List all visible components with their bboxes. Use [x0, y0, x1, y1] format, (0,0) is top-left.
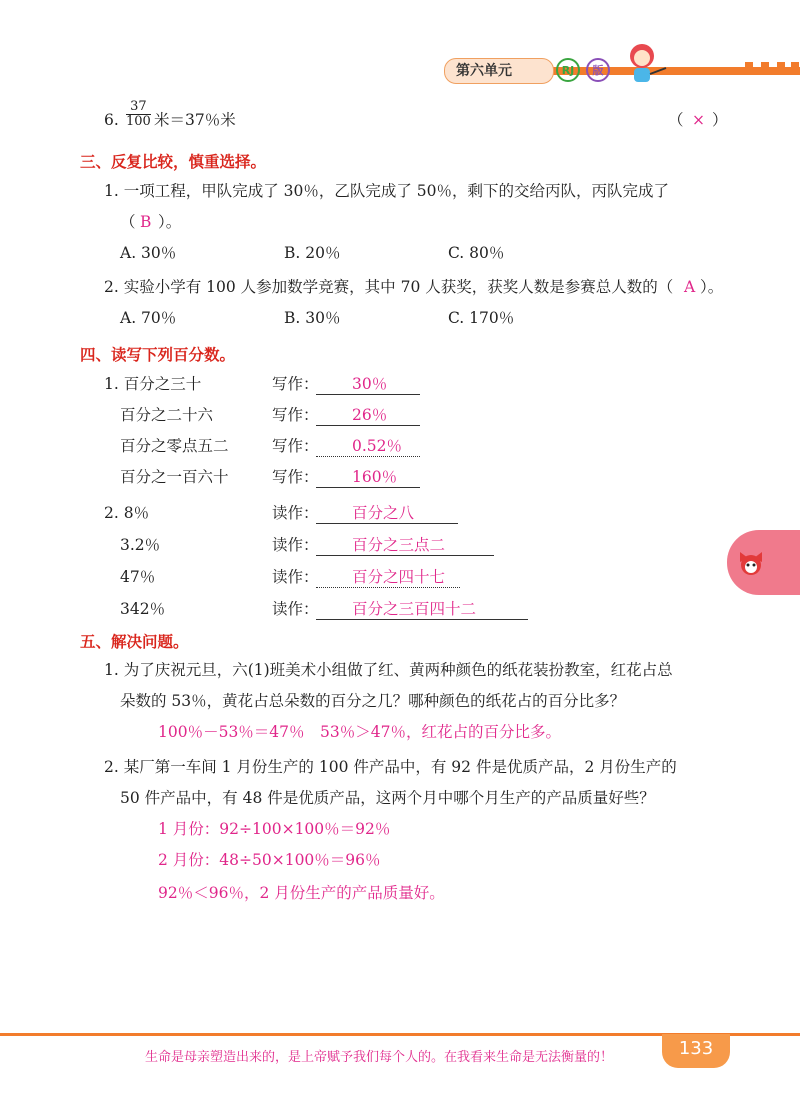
read-answer-line	[316, 587, 460, 588]
s5-q2-answer: 92％＜96％，2 月份生产的产品质量好。	[158, 884, 445, 902]
s3-q1-option-a: A. 30％	[120, 244, 177, 262]
read-label: 读作：	[272, 536, 319, 554]
write-item-text: 1. 百分之三十	[104, 375, 202, 393]
read-item-text: 47％	[120, 568, 156, 586]
read-label: 读作：	[272, 504, 319, 522]
rj-badge: RJ	[556, 58, 580, 82]
read-item-text: 3.2％	[120, 536, 161, 554]
write-answer: 26％	[316, 405, 420, 426]
s5-q1-answer: 100％－53％＝47％ 53％＞47％，红花占的百分比多。	[158, 723, 561, 741]
read-item-text: 342％	[120, 600, 166, 618]
q6-bracket-close: ）	[712, 111, 728, 129]
write-label: 写作：	[272, 406, 319, 424]
read-item-text: 2. 8％	[104, 504, 150, 522]
q6-fraction	[124, 100, 153, 129]
s3-q1-close: ）。	[158, 213, 182, 231]
s3-q2-line1: 2. 实验小学有 100 人参加数学竞赛，其中 70 人获奖，获奖人数是参赛总人数的（	[104, 278, 674, 296]
write-label: 写作：	[272, 468, 319, 486]
q6-answer: ×	[692, 111, 705, 129]
write-label: 写作：	[272, 375, 319, 393]
s5-q1-line1: 1. 为了庆祝元旦，六(1)班美术小组做了红、黄两种颜色的纸花装扮教室，红花占总	[104, 661, 673, 679]
s3-q1-option-c: C. 80％	[448, 244, 505, 262]
page-number: 133	[678, 1038, 714, 1059]
section4-title: 四、读写下列百分数。	[80, 346, 236, 364]
write-item-text: 百分之二十六	[120, 406, 214, 424]
s3-q2-option-c: C. 170％	[448, 309, 515, 327]
write-item-text: 百分之一百六十	[120, 468, 229, 486]
footer-quote: 生命是母亲塑造出来的，是上帝赋予我们每个人的。在我看来生命是无法衡量的！	[145, 1050, 614, 1065]
read-answer: 百分之三百四十二	[316, 599, 528, 620]
read-answer: 百分之四十七	[352, 568, 446, 586]
q6-number: 6.	[104, 111, 119, 129]
s5-q2-answer: 2 月份：48÷50×100％＝96％	[158, 851, 381, 869]
section3-title: 三、反复比较，慎重选择。	[80, 153, 267, 171]
s3-q1-line1: 1. 一项工程，甲队完成了 30％，乙队完成了 50％，剩下的交给丙队，丙队完成了	[104, 182, 670, 200]
s5-q2-answer: 1 月份：92÷100×100％＝92％	[158, 820, 391, 838]
unit-title: 第六单元	[456, 63, 512, 79]
s3-q2-answer: A	[684, 278, 696, 296]
s3-q2-option-b: B. 30％	[284, 309, 341, 327]
s3-q2-close: ）。	[700, 278, 724, 296]
section5-title: 五、解决问题。	[80, 633, 189, 651]
s5-q2-line2: 50 件产品中，有 48 件是优质产品，这两个月中哪个月生产的产品质量好些？	[120, 789, 655, 807]
edition-badge: 版	[586, 58, 610, 82]
write-answer: 160％	[316, 467, 420, 488]
read-answer: 百分之三点二	[316, 535, 494, 556]
fraction-numerator: 37	[126, 100, 151, 115]
s5-q1-line2: 朵数的 53％，黄花占总朵数的百分之几？哪种颜色的纸花占的百分比多？	[120, 692, 626, 710]
s3-q1-open: （	[120, 213, 136, 231]
write-answer: 0.52％	[352, 437, 403, 455]
s3-q1-option-b: B. 20％	[284, 244, 341, 262]
cartoon-girl-icon	[614, 38, 670, 88]
write-answer-line	[316, 456, 420, 457]
read-label: 读作：	[272, 600, 319, 618]
read-answer: 百分之八	[316, 503, 458, 524]
fraction-denominator: 100	[126, 114, 151, 129]
write-label: 写作：	[272, 437, 319, 455]
fox-mascot-icon	[736, 548, 766, 578]
s5-q2-line1: 2. 某厂第一车间 1 月份生产的 100 件产品中，有 92 件是优质产品，2 月份生产的	[104, 758, 677, 776]
write-answer: 30％	[316, 374, 420, 395]
write-item-text: 百分之零点五二	[120, 437, 229, 455]
q6-statement: 米＝37％米	[154, 111, 236, 129]
s3-q2-option-a: A. 70％	[120, 309, 177, 327]
s3-q1-answer: B	[140, 213, 152, 231]
read-label: 读作：	[272, 568, 319, 586]
q6-bracket-open: （	[668, 111, 684, 129]
